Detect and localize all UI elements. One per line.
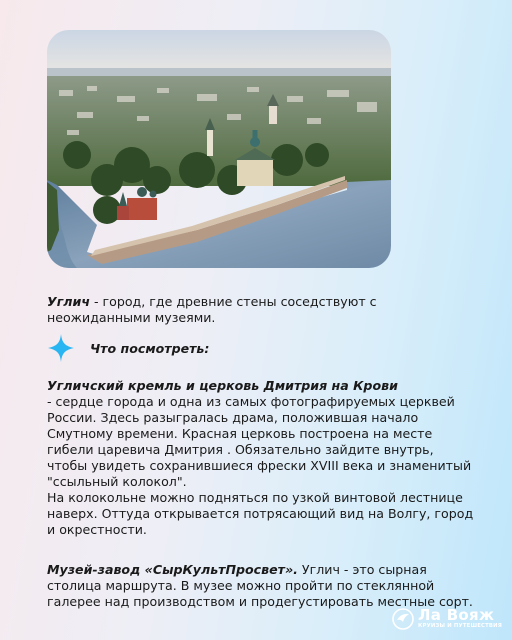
city-photo [47, 30, 391, 268]
intro-text: - город, где древние стены соседствуют с неожиданными музеями. [47, 294, 377, 325]
intro-paragraph [47, 294, 477, 326]
kremlin-line: России. Здесь разыгралась драма, положившая начало [47, 410, 419, 425]
kremlin-line: - сердце города и одна из самых фотографируемых церквей [47, 394, 455, 409]
city-name: Углич [47, 294, 90, 309]
brand-tagline: КРУИЗЫ И ПУТЕШЕСТВИЯ [418, 623, 503, 629]
brand-logo [392, 604, 510, 634]
museum-section [47, 562, 477, 610]
kremlin-line: Смутному времени. Красная церковь построена на месте [47, 426, 433, 441]
what-to-see-label: Что посмотреть: [90, 340, 210, 356]
brand-name: Ла Вояж [418, 606, 495, 624]
bird-icon [392, 607, 414, 631]
what-to-see-heading [48, 334, 209, 362]
kremlin-line: наверх. Оттуда открывается потрясающий вид на Волгу, город [47, 506, 474, 521]
kremlin-line: гибели царевича Дмитрия . Обязательно зайдите внутрь, [47, 442, 434, 457]
museum-title: Музей-завод «СырКультПросвет». [47, 562, 298, 577]
kremlin-line: чтобы увидеть сохранившиеся фрески XVIII века и знаменитый [47, 458, 472, 473]
kremlin-line: На колокольне можно подняться по узкой винтовой лестнице [47, 490, 463, 505]
kremlin-section [47, 378, 477, 538]
kremlin-line: и окрестности. [47, 522, 147, 537]
kremlin-title: Угличский кремль и церковь Дмитрия на Крови [47, 378, 398, 393]
kremlin-line: "ссыльный колокол". [47, 474, 187, 489]
museum-text: Углич - это сырная столица маршрута. В музее можно пройти по стеклянной галерее над производством и продегустировать местные сорт. [47, 562, 473, 609]
sparkle-star-icon [48, 334, 74, 362]
aerial-photo-illustration [47, 30, 391, 268]
red-church-illustration [117, 187, 157, 220]
